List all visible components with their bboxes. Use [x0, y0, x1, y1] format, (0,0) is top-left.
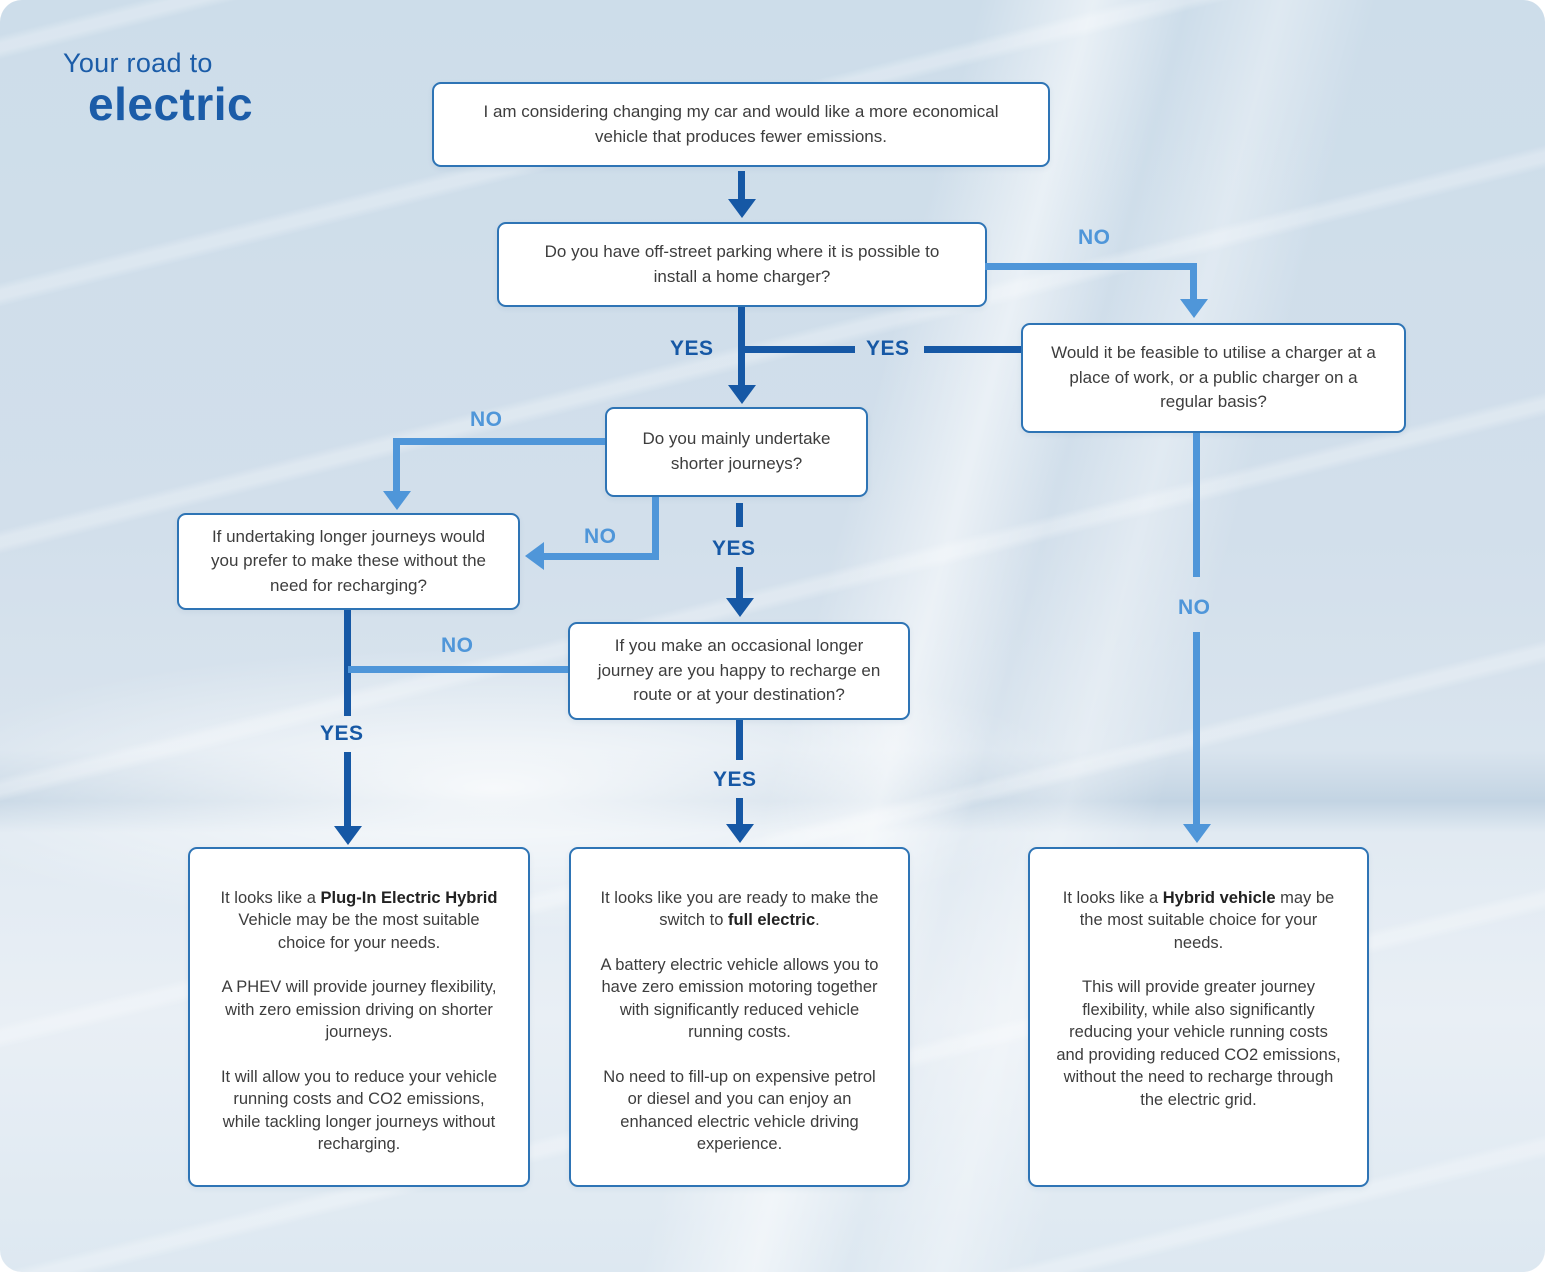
- logo-tagline: Your road to: [63, 48, 213, 78]
- connector-occasional-yes-vertical1: [736, 720, 743, 760]
- connector-shorter-no2-horizontal: [544, 553, 659, 560]
- node-shorter-journeys: Do you mainly undertake shorter journeys?: [605, 407, 868, 497]
- label-yes-offstreet: YES: [670, 337, 714, 360]
- connector-shorter-no2-vertical: [652, 497, 659, 560]
- result-full-electric-p3: No need to fill-up on expensive petrol or diesel and you can enjoy an enhanced electric vehicle driving experience.: [603, 1067, 876, 1153]
- arrow-down-icon: [334, 826, 362, 845]
- result-hybrid-p1-pre: It looks like a: [1062, 889, 1163, 907]
- connector-offstreet-no-horizontal: [985, 263, 1197, 270]
- node-start: I am considering changing my car and would like a more economical vehicle that produces fewer emissions.: [432, 82, 1050, 167]
- label-yes-occasional: YES: [713, 768, 757, 791]
- arrow-down-icon: [728, 199, 756, 218]
- label-yes-shorter: YES: [712, 537, 756, 560]
- result-phev-p2: A PHEV will provide journey flexibility, with zero emission driving on shorter journeys.: [221, 978, 497, 1042]
- connector-shorter-yes-dash: [736, 503, 743, 527]
- result-phev-p3: It will allow you to reduce your vehicle running costs and CO2 emissions, while tackling longer journeys without recharging.: [220, 1067, 498, 1153]
- label-no-occasional: NO: [441, 634, 474, 657]
- result-hybrid-p2: This will provide greater journey flexibility, while also significantly reducing your vehicle running costs and providing reduced CO2 emissions, without the need to recharge through the electric grid.: [1056, 978, 1341, 1109]
- connector-workcharger-yes-left1: [742, 346, 855, 353]
- result-phev-p1: [216, 887, 502, 954]
- label-no-workcharger: NO: [1178, 596, 1211, 619]
- connector-longerpref-yes-vertical2: [344, 752, 351, 828]
- node-longer-no-recharge: If undertaking longer journeys would you prefer to make these without the need for recharging?: [177, 513, 520, 610]
- result-phev-p1-bold: Plug-In Electric Hybrid: [320, 889, 498, 907]
- connector-workcharger-no-vertical1: [1193, 433, 1200, 577]
- result-full-electric: [569, 847, 910, 1187]
- connector-occasional-yes-vertical2: [736, 798, 743, 826]
- arrow-down-icon: [383, 491, 411, 510]
- connector-offstreet-no-vertical: [1190, 263, 1197, 301]
- arrow-down-icon: [1180, 299, 1208, 318]
- label-yes-longerpref: YES: [320, 722, 364, 745]
- result-hybrid-p1-post: may be the most suitable choice for your needs.: [1079, 889, 1335, 952]
- connector-shorter-no-vertical: [393, 438, 400, 493]
- node-occasional-recharge: If you make an occasional longer journey are you happy to recharge en route or at your destination?: [568, 622, 910, 720]
- node-work-charger: Would it be feasible to utilise a charger at a place of work, or a public charger on a regular basis?: [1021, 323, 1406, 433]
- node-offstreet-parking: Do you have off-street parking where it is possible to install a home charger?: [497, 222, 987, 307]
- label-no-offstreet: NO: [1078, 226, 1111, 249]
- arrow-left-icon: [525, 542, 544, 570]
- connector-workcharger-yes-left2: [924, 346, 1021, 353]
- connector-shorter-yes-arrowline: [736, 567, 743, 600]
- result-hybrid-p1: [1056, 887, 1341, 954]
- result-phev-p1-post: Vehicle may be the most suitable choice for your needs.: [238, 911, 480, 952]
- result-hybrid-p1-bold: Hybrid vehicle: [1162, 889, 1276, 907]
- result-phev-p1-pre: It looks like a: [220, 889, 321, 907]
- result-full-electric-p1-bold: full electric: [728, 911, 816, 930]
- label-no-shorter-upper: NO: [470, 408, 503, 431]
- arrow-down-icon: [728, 385, 756, 404]
- result-full-electric-p2: A battery electric vehicle allows you to have zero emission motoring together with significantly reduced vehicle running costs.: [600, 955, 879, 1042]
- connector-occasional-no-horizontal: [348, 666, 568, 673]
- arrow-down-icon: [726, 824, 754, 843]
- logo-brand: electric: [88, 78, 254, 130]
- label-no-shorter-lower: NO: [584, 525, 617, 548]
- arrow-down-icon: [1183, 824, 1211, 843]
- result-full-electric-p1: [597, 887, 882, 932]
- connector-start-offstreet-line: [738, 171, 745, 201]
- connector-workcharger-no-vertical2: [1193, 632, 1200, 826]
- connector-shorter-no-horizontal: [393, 438, 605, 445]
- connector-longerpref-yes-vertical1: [344, 610, 351, 716]
- result-full-electric-p1-pre: It looks like you are ready to make the switch to: [600, 889, 879, 930]
- result-full-electric-p1-post: .: [815, 911, 820, 930]
- result-phev: [188, 847, 530, 1187]
- result-hybrid: [1028, 847, 1369, 1187]
- arrow-down-icon: [726, 598, 754, 617]
- brand-logo: [63, 48, 253, 131]
- label-yes-workcharger: YES: [866, 337, 910, 360]
